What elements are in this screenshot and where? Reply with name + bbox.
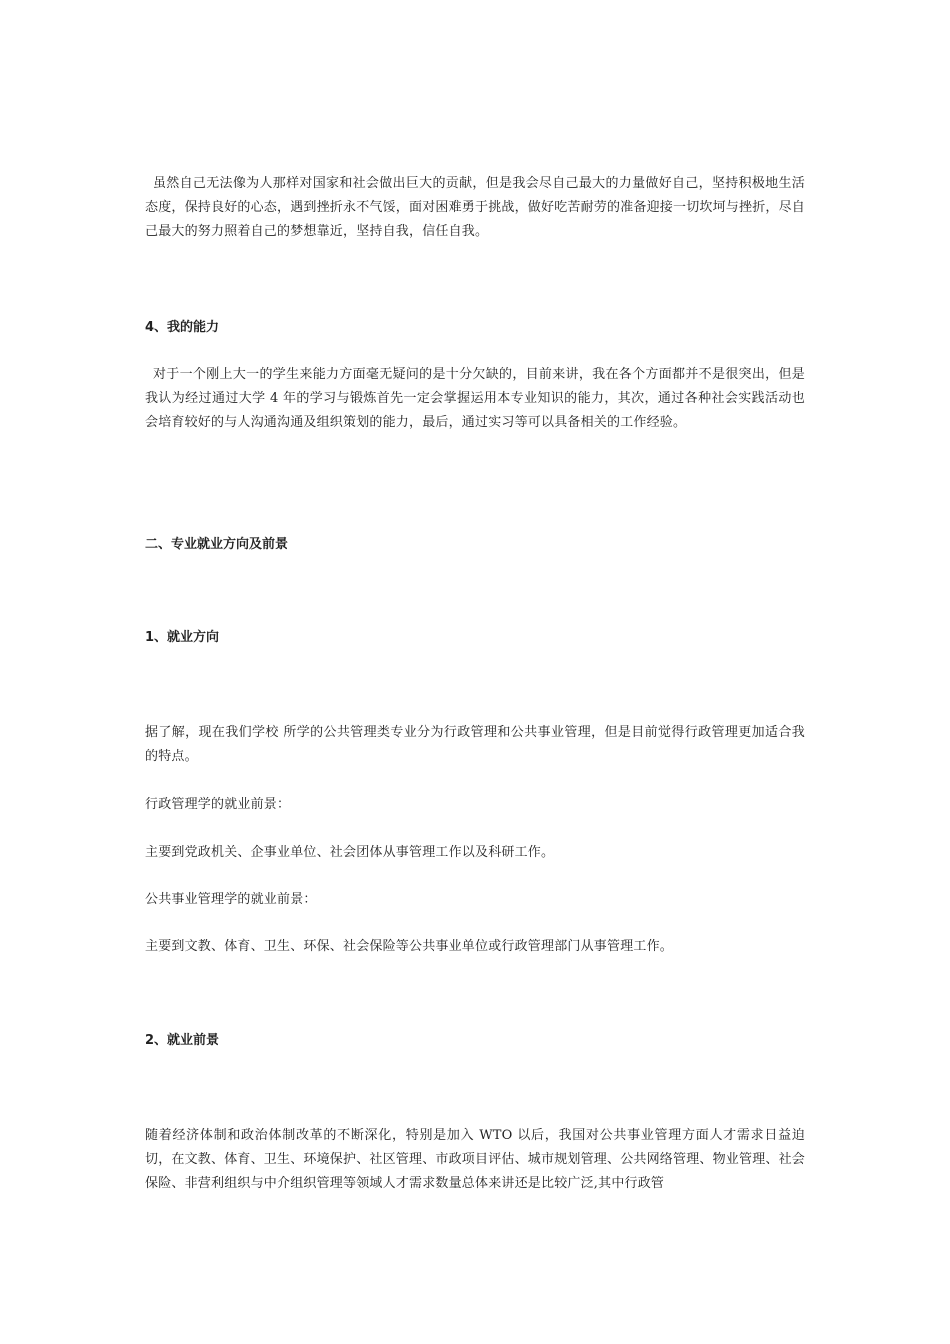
paragraph-prospect-detail: 随着经济体制和政治体制改革的不断深化，特别是加入 WTO 以后，我国对公共事业管理方面人才需求日益迫切，在文教、体育、卫生、环境保护、社区管理、市政项目评估、城市规划管理、公共网络管理、物业管理、社会保险、非营利组织与中介组织管理等领域人才需求数量总体来讲还是比较广泛,其中行政管 xyxy=(145,1128,806,1191)
heading-my-ability: 4、我的能力 xyxy=(145,320,220,335)
heading-employment-direction: 1、就业方向 xyxy=(145,630,220,645)
paragraph-public-affairs-prospect: 主要到文教、体育、卫生、环保、社会保险等公共事业单位或行政管理部门从事管理工作。 xyxy=(145,939,674,954)
heading-employment-prospect: 2、就业前景 xyxy=(145,1033,220,1048)
heading-section-two: 二、专业就业方向及前景 xyxy=(145,537,289,552)
paragraph-self-attitude: 虽然自己无法像为人那样对国家和社会做出巨大的贡献，但是我会尽自己最大的力量做好自己，坚持积极地生活态度，保持良好的心态，遇到挫折永不气馁，面对困难勇于挑战，做好吃苦耐劳的准备迎接一切坎坷与挫折，尽自己最大的努力照着自己的梦想靠近，坚持自我，信任自我。 xyxy=(145,176,806,239)
paragraph-ability: 对于一个刚上大一的学生来能力方面毫无疑问的是十分欠缺的，目前来讲，我在各个方面都并不是很突出，但是我认为经过通过大学 4 年的学习与锻炼首先一定会掌握运用本专业知识的能力，其次，通过各种社会实践活动也会培育较好的与人沟通沟通及组织策划的能力，最后，通过实习等可以具备相关的工作经验。 xyxy=(145,367,805,430)
paragraph-majors: 据了解，现在我们学校 所学的公共管理类专业分为行政管理和公共事业管理，但是目前觉得行政管理更加适合我的特点。 xyxy=(145,725,805,764)
paragraph-public-affairs-prospect-title: 公共事业管理学的就业前景： xyxy=(145,892,317,907)
paragraph-admin-prospect: 主要到党政机关、企事业单位、社会团体从事管理工作以及科研工作。 xyxy=(145,845,555,860)
paragraph-admin-prospect-title: 行政管理学的就业前景： xyxy=(145,797,291,812)
